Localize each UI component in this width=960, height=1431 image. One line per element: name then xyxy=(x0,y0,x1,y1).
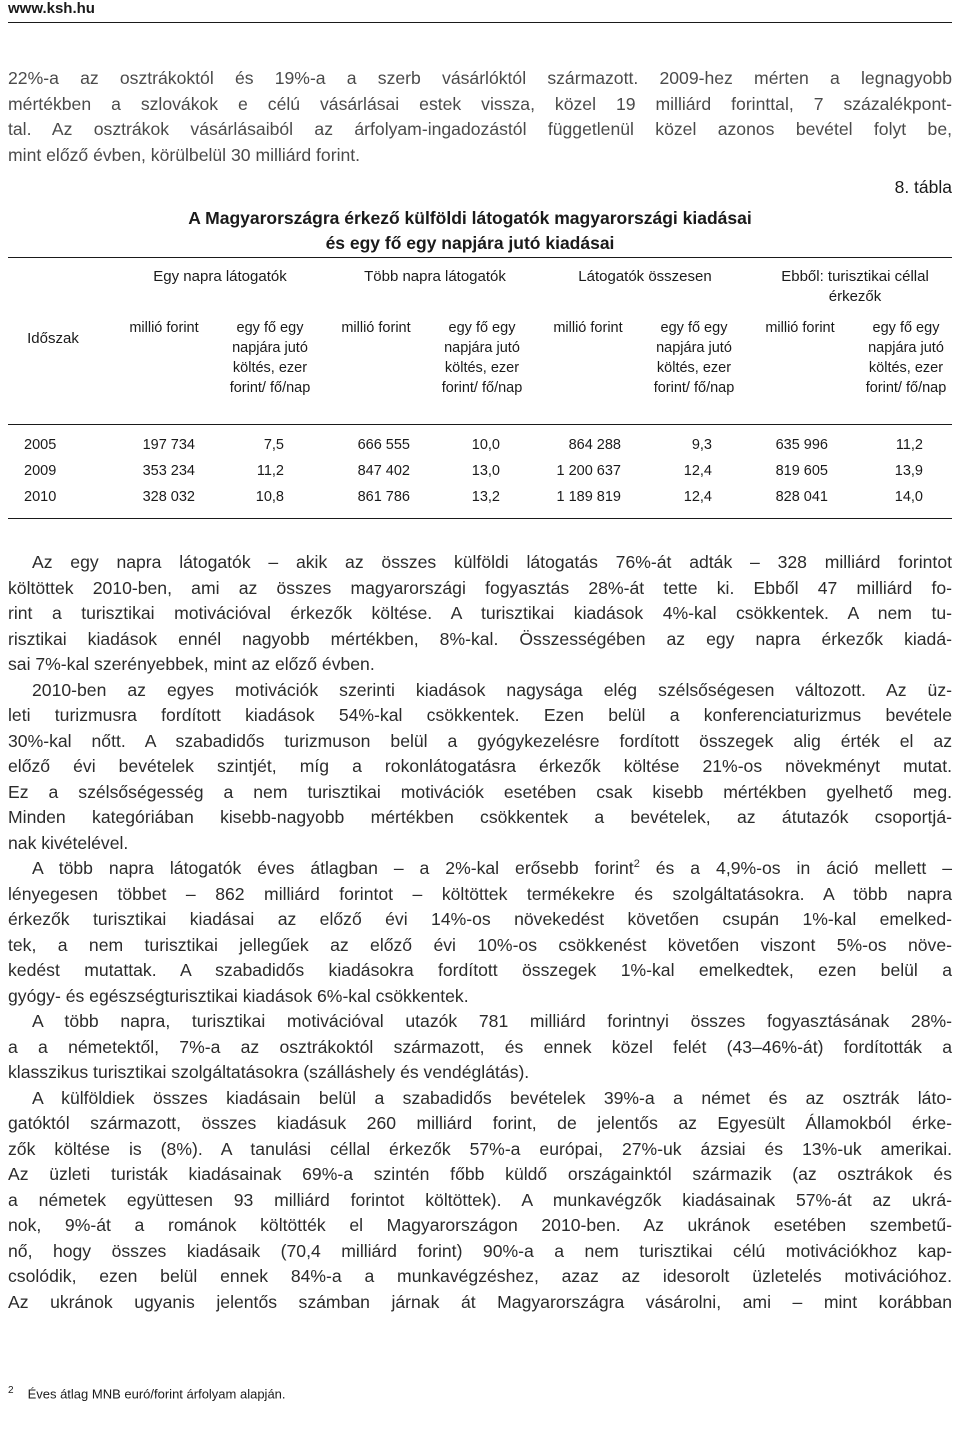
intro-line: mint előző évben, körülbelül 30 milliárd forint. xyxy=(8,144,361,165)
text-line-with-footnote xyxy=(8,856,952,882)
subhead-total: millió forint xyxy=(553,320,623,336)
cell-value: 12,4 xyxy=(683,463,712,479)
cell-value: 11,2 xyxy=(895,437,923,453)
cell-value: 353 234 xyxy=(142,463,195,479)
text-line: gyógy- és egészségturisztikai kiadások 6%-kal csökkentek. xyxy=(8,985,469,1006)
text-line: 30%-kal nőtt. A szabadidős turizmuson belül a gyógykezelésre fordított összegek alig érték el az xyxy=(8,730,952,751)
table-header-rule xyxy=(8,424,952,425)
table-title xyxy=(120,206,820,256)
text-line: sai 7%-kal szerényebbek, mint az előző évben. xyxy=(8,654,375,674)
text-line: Az egy napra látogatók – akik az összes külföldi látogatás 76%-át adták – 328 milliárd forintot xyxy=(32,552,952,572)
col-group-multi-day-visitors: Több napra látogatók xyxy=(364,268,506,285)
cell-value: 847 402 xyxy=(357,463,410,479)
paragraph xyxy=(8,1009,952,1086)
cell-value: 11,2 xyxy=(256,463,284,479)
cell-value: 328 032 xyxy=(142,489,195,505)
text-line: nok, 9%-át a románok költötték el Magyarországon 2010-ben. Az ukránok esetében szembetű- xyxy=(8,1215,952,1235)
text-line: Az üzleti turisták kiadásainak 69%-a szintén főbb küldő országainktól származik (az osztrákok és xyxy=(8,1164,952,1184)
text-line: csolódik, ezen belül ennek 84%-a a munkavégzéshez, azaz az idesorolt üzletelés motivációhoz. xyxy=(8,1266,952,1286)
cell-value: 13,0 xyxy=(471,463,500,479)
subhead-per-capita: egy fő egy napjára jutó költés, ezer forint/ fő/nap xyxy=(653,320,735,396)
cell-value: 10,8 xyxy=(255,489,284,505)
footnote-text: Éves átlag MNB euró/forint árfolyam alapján. xyxy=(27,1386,286,1402)
text-line: A több napra, turisztikai motivációval utazók 781 milliárd forintnyi összes fogyasztásának 28%- xyxy=(32,1011,952,1031)
cell-value: 197 734 xyxy=(142,437,195,453)
cell-value: 13,9 xyxy=(894,463,923,479)
text-line-start: A több napra látogatók éves átlagban – a 2%-kal erősebb forint xyxy=(32,858,634,878)
table-bottom-rule xyxy=(8,518,952,519)
cell-year: 2009 xyxy=(24,463,57,479)
site-link[interactable]: www.ksh.hu xyxy=(8,0,95,17)
subhead-total: millió forint xyxy=(341,320,411,336)
paragraph xyxy=(8,856,952,1009)
body-text xyxy=(8,550,952,1315)
text-line: előző évi bevételek szintjét, míg a rokonlátogatásra érkezők költése 21%-os növekményt mutat. xyxy=(8,756,952,776)
text-line: A külföldiek összes kiadásain belül a szabadidős bevételek 39%-a a német és az osztrák láto- xyxy=(32,1087,952,1108)
intro-paragraph xyxy=(8,66,952,168)
period-header: Időszak xyxy=(27,330,79,347)
subhead-total: millió forint xyxy=(765,320,835,336)
col-group-all-visitors: Látogatók összesen xyxy=(578,268,712,285)
footnote xyxy=(8,1385,286,1401)
text-line: zők költése is (8%). A tanulási céllal érkezők 57%-a európai, 27%-uk ázsiai és 13%-uk amerikai. xyxy=(8,1138,952,1159)
col-group-tourist-purpose: Ebből: turisztikai céllal érkezők xyxy=(781,268,929,305)
text-line: klasszikus turisztikai szolgáltatásokra (szálláshely és vendéglátás). xyxy=(8,1062,530,1082)
cell-value: 635 996 xyxy=(775,437,828,453)
footnote-ref: 2 xyxy=(633,858,640,871)
table-row xyxy=(0,434,960,456)
footnote-mark: 2 xyxy=(8,1385,14,1396)
cell-value: 666 555 xyxy=(357,437,410,453)
text-line: költöttek 2010-ben, ami az összes magyarországi fogyasztás 28%-át tette ki. Ebből 47 milliárd fo- xyxy=(8,577,952,598)
intro-line: tal. Az osztrákok vásárlásaiból az árfolyam-ingadozástól függetlenül közel azonos bevétel folyt be, xyxy=(8,119,952,139)
cell-value: 1 200 637 xyxy=(556,463,621,479)
cell-value: 10,0 xyxy=(471,437,500,453)
table-row xyxy=(0,486,960,508)
col-group-day-visitors: Egy napra látogatók xyxy=(153,268,287,285)
table-title-line: A Magyarországra érkező külföldi látogatók magyarországi kiadásai xyxy=(188,208,752,228)
text-line: lényegesen többet – 862 milliárd forintot – költöttek termékekre és szolgáltatásokra. A több napra xyxy=(8,883,952,904)
paragraph xyxy=(8,550,952,678)
cell-value: 14,0 xyxy=(894,489,923,505)
text-line: nő, hogy összes kiadásaik (70,4 milliárd forint) 90%-a a nem turisztikai célú motivációkhoz kap- xyxy=(8,1240,952,1261)
text-line: 2010-ben az egyes motivációk szerinti kiadások nagysága elég szélsőségesen változott. Az üz- xyxy=(32,679,952,700)
subhead-per-capita: egy fő egy napjára jutó költés, ezer forint/ fő/nap xyxy=(229,320,311,396)
table-number: 8. tábla xyxy=(894,177,952,197)
cell-value: 819 605 xyxy=(775,463,828,479)
cell-value: 12,4 xyxy=(683,489,712,505)
text-line: gatóktól származott, összes kiadásuk 260 milliárd forint, de jelentős az Egyesült Államokból érke- xyxy=(8,1113,952,1133)
intro-line: mértékben a szlovákok e célú vásárlásai estek vissza, közel 19 milliárd forinttal, 7 százalékpont- xyxy=(8,93,952,114)
cell-value: 7,5 xyxy=(263,437,284,453)
cell-value: 828 041 xyxy=(775,489,828,505)
table-title-line: és egy fő egy napjára jutó kiadásai xyxy=(325,233,615,253)
header-divider xyxy=(8,22,952,23)
text-line: nak kivételével. xyxy=(8,832,129,853)
text-line: a németek együttesen 93 milliárd forintot költöttek). A munkavégzők kiadásainak 57%-át az ukrá- xyxy=(8,1189,952,1210)
text-line: kedést mutattak. A szabadidős kiadásokra fordított összegek 1%-kal emelkedtek, ezen belül a xyxy=(8,960,952,980)
intro-line: 22%-a az osztrákoktól és 19%-a a szerb vásárlóktól származott. 2009-hez mérten a legnagyobb xyxy=(8,68,952,88)
table-top-rule xyxy=(8,257,952,258)
table-row xyxy=(0,460,960,482)
cell-value: 13,2 xyxy=(471,489,500,505)
text-line: érkezők turisztikai kiadásai az előző évi 14%-os növekedést követően csupán 1%-kal emelked- xyxy=(8,909,952,929)
cell-year: 2005 xyxy=(24,437,57,453)
cell-year: 2010 xyxy=(24,489,57,505)
text-line: Ez a szélsőségesség a nem turisztikai motivációk esetében csak kisebb mértékben gyelhető meg. xyxy=(8,781,952,802)
text-line-end: és a 4,9%-os in áció mellett – xyxy=(639,858,952,878)
text-line: a a németektől, 7%-a az osztrákoktól származott, és ennek közel felét (43–46%-át) fordították a xyxy=(8,1036,952,1057)
text-line: risztikai kiadások ennél nagyobb mértékben, 8%-kal. Összességében az egy napra érkezők kiadá- xyxy=(8,628,952,649)
subhead-per-capita: egy fő egy napjára jutó költés, ezer forint/ fő/nap xyxy=(441,320,523,396)
subhead-total: millió forint xyxy=(129,320,199,336)
subhead-per-capita: egy fő egy napjára jutó költés, ezer forint/ fő/nap xyxy=(865,320,947,396)
cell-value: 861 786 xyxy=(357,489,410,505)
text-line: Az ukránok ugyanis jelentős számban járnak át Magyarországra vásárolni, ami – mint korábban xyxy=(8,1291,952,1312)
text-line: leti turizmusra fordított kiadások 54%-kal csökkentek. Ezen belül a konferenciaturizmus bevétele xyxy=(8,705,952,725)
paragraph xyxy=(8,678,952,857)
cell-value: 864 288 xyxy=(568,437,621,453)
cell-value: 1 189 819 xyxy=(556,489,621,505)
cell-value: 9,3 xyxy=(691,437,712,453)
paragraph xyxy=(8,1086,952,1316)
text-line: rint a turisztikai motivációval érkezők költése. A turisztikai kiadások 4%-kal csökkentek. A nem tu- xyxy=(8,603,952,623)
text-line: Minden kategóriában kisebb-nagyobb mértékben csökkentek a bevételek, az átutazók csoportjá- xyxy=(8,807,952,827)
text-line: tek, a nem turisztikai jellegűek az előző évi 10%-os csökkenést követően viszont 5%-os növe- xyxy=(8,934,952,955)
